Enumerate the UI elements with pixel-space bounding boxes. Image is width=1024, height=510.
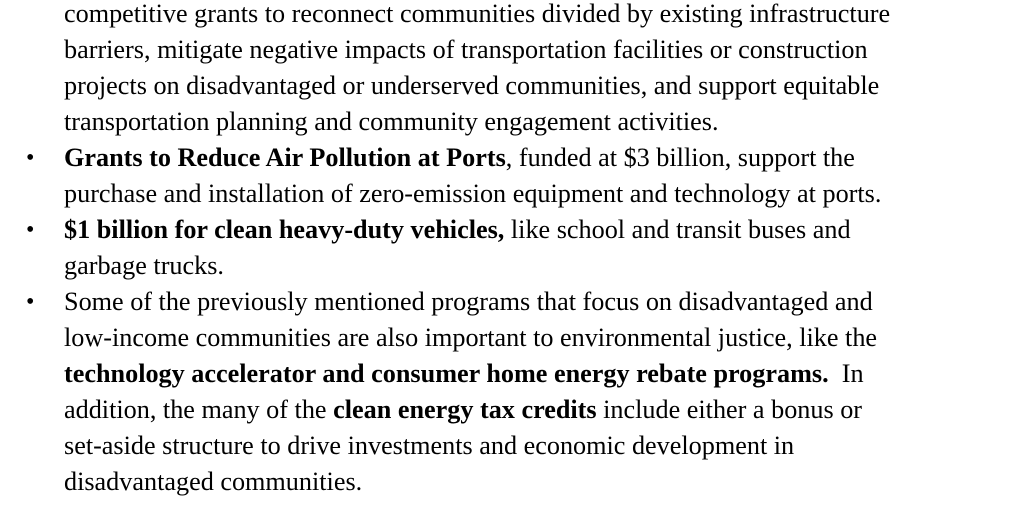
text-line: set-aside structure to drive investments and economic development in (64, 431, 795, 460)
bullet-item-environmental-justice (0, 284, 1024, 500)
text-run: , funded at $3 billion, support the (505, 143, 855, 172)
text-line: Some of the previously mentioned programs that focus on disadvantaged and (64, 287, 873, 316)
text-run: like school and transit buses and (504, 215, 851, 244)
text-line (64, 392, 1022, 428)
bullet-list (0, 140, 1024, 500)
text-line: garbage trucks. (64, 251, 224, 280)
text-line: transportation planning and community engagement activities. (64, 107, 719, 136)
text-run: include either a bonus or (596, 395, 863, 424)
bullet-item-heavy-duty-vehicles (0, 212, 1024, 284)
text-line: low-income communities are also important to environmental justice, like the (64, 323, 878, 352)
bullet-marker: • (26, 217, 35, 243)
text-line: competitive grants to reconnect communities divided by existing infrastructure (64, 0, 891, 28)
paragraph-continuation (64, 0, 1022, 140)
text-line: barriers, mitigate negative impacts of transportation facilities or construction (64, 35, 868, 64)
bold-phrase: $1 billion for clean heavy-duty vehicles, (64, 215, 505, 244)
bold-phrase: Grants to Reduce Air Pollution at Ports (64, 143, 506, 172)
text-line: disadvantaged communities. (64, 467, 363, 496)
text-run: In (828, 359, 864, 388)
text-line (64, 356, 1022, 392)
text-run: addition, the many of the (64, 395, 334, 424)
bold-phrase: technology accelerator and consumer home energy rebate programs. (64, 359, 829, 388)
text-line: projects on disadvantaged or underserved communities, and support equitable (64, 71, 880, 100)
text-line (64, 140, 1022, 176)
text-line (64, 212, 1022, 248)
text-line: purchase and installation of zero-emission equipment and technology at ports. (64, 179, 882, 208)
bullet-item-ports (0, 140, 1024, 212)
bullet-marker: • (26, 145, 35, 171)
bullet-marker: • (26, 289, 35, 315)
bold-phrase: clean energy tax credits (333, 395, 597, 424)
